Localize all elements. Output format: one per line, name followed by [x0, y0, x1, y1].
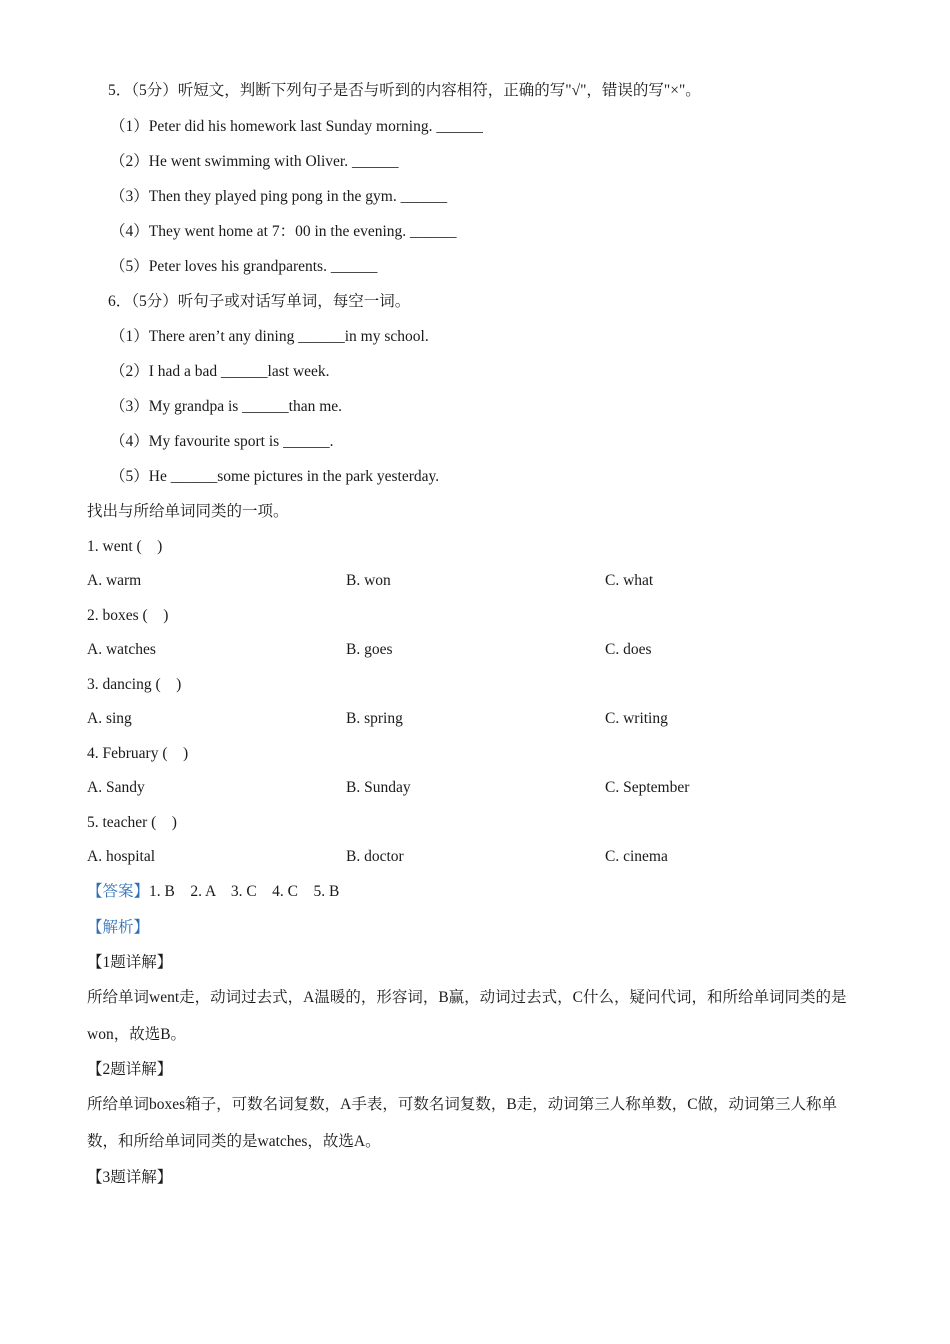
- classify-question-5: 5. teacher ( ): [87, 814, 177, 831]
- q5-header: 5．（5分）听短文，判断下列句子是否与听到的内容相符，正确的写"√"，错误的写"×"。: [108, 82, 701, 99]
- q5-item-3: （3）Then they played ping pong in the gym. ______: [110, 188, 448, 205]
- detail-3-title: 【3题详解】: [87, 1169, 173, 1186]
- classify-question-3: 3. dancing ( ): [87, 676, 182, 693]
- q5-item-1: （1）Peter did his homework last Sunday morning. ______: [110, 118, 483, 135]
- detail-1-text: 所给单词went走，动词过去式，A温暖的，形容词，B赢，动词过去式，C什么，疑问代词，和所给单词同类的是won，故选B。: [87, 989, 847, 1043]
- answer-label: 【答案】: [87, 883, 150, 900]
- classify-question-1: 1. went ( ): [87, 538, 163, 555]
- q6-item-1: （1）There aren’t any dining ______in my school.: [110, 328, 429, 345]
- classify-instruction: 找出与所给单词同类的一项。: [87, 503, 289, 520]
- classify-q3-option-a: A. sing: [87, 710, 132, 727]
- detail-1-title: 【1题详解】: [87, 954, 173, 971]
- q5-item-4: （4）They went home at 7：00 in the evening. ______: [110, 223, 457, 240]
- classify-q1-option-b: B. won: [346, 572, 391, 589]
- q6-item-3: （3）My grandpa is ______than me.: [110, 398, 343, 415]
- answer-text: 1. B 2. A 3. C 4. C 5. B: [149, 883, 340, 900]
- classify-question-2: 2. boxes ( ): [87, 607, 169, 624]
- q5-item-2: （2）He went swimming with Oliver. ______: [110, 153, 399, 170]
- q6-item-5: （5）He ______some pictures in the park yesterday.: [110, 468, 440, 485]
- detail-2-title: 【2题详解】: [87, 1061, 173, 1078]
- classify-q5-option-a: A. hospital: [87, 848, 156, 865]
- answer-line: [87, 882, 339, 902]
- q6-item-2: （2）I had a bad ______last week.: [110, 363, 330, 380]
- classify-q1-option-c: C. what: [605, 572, 654, 589]
- classify-q4-option-c: C. September: [605, 779, 690, 796]
- q6-header: 6．（5分）听句子或对话写单词，每空一词。: [108, 293, 411, 310]
- analysis-label: 【解析】: [87, 919, 150, 936]
- detail-2-text: 所给单词boxes箱子，可数名词复数，A手表，可数名词复数，B走，动词第三人称单数，C做，动词第三人称单数，和所给单词同类的是watches，故选A。: [87, 1096, 838, 1150]
- classify-q2-option-a: A. watches: [87, 641, 156, 658]
- classify-question-4: 4. February ( ): [87, 745, 189, 762]
- classify-q1-option-a: A. warm: [87, 572, 142, 589]
- classify-q2-option-c: C. does: [605, 641, 652, 658]
- classify-q4-option-a: A. Sandy: [87, 779, 145, 796]
- classify-q3-option-b: B. spring: [346, 710, 403, 727]
- q6-item-4: （4）My favourite sport is ______.: [110, 433, 334, 450]
- classify-q3-option-c: C. writing: [605, 710, 668, 727]
- q5-item-5: （5）Peter loves his grandparents. ______: [110, 258, 378, 275]
- classify-q5-option-c: C. cinema: [605, 848, 668, 865]
- classify-q5-option-b: B. doctor: [346, 848, 404, 865]
- classify-q4-option-b: B. Sunday: [346, 779, 411, 796]
- classify-q2-option-b: B. goes: [346, 641, 393, 658]
